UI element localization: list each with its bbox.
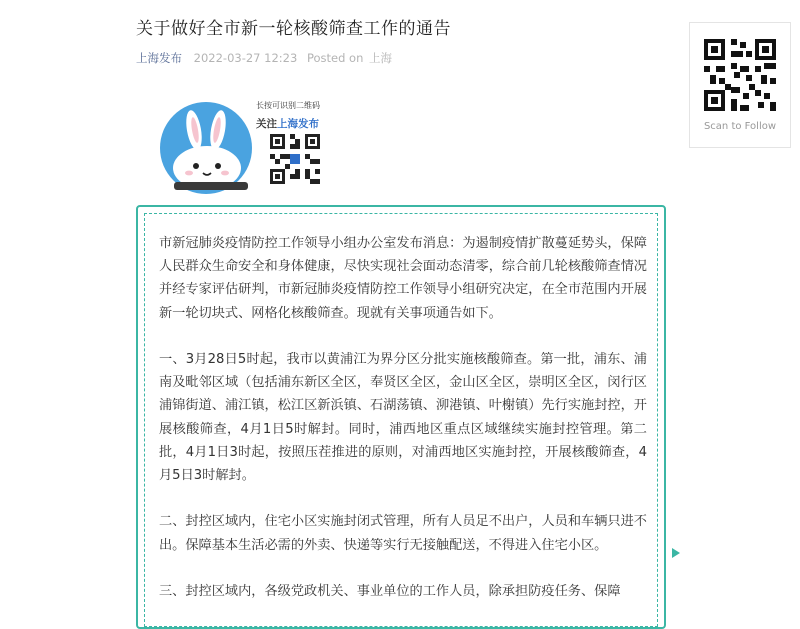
notice-body bbox=[159, 232, 647, 626]
rabbit-mascot-icon bbox=[160, 96, 256, 200]
scan-to-follow-label: Scan to Follow bbox=[703, 121, 777, 132]
scan-to-follow-box[interactable] bbox=[689, 22, 791, 148]
follow-banner[interactable] bbox=[160, 96, 336, 200]
account-link[interactable]: 上海发布 bbox=[136, 51, 182, 65]
banner-qr-code-icon bbox=[270, 134, 320, 184]
notice-paragraph: 二、封控区域内，住宅小区实施封闭式管理，所有人员足不出户，人员和车辆只进不出。保障基本生活必需的外卖、快递等实行无接触配送，不得进入住宅小区。 bbox=[159, 514, 647, 553]
notice-paragraph: 一、3月28日5时起，我市以黄浦江为界分区分批实施核酸筛查。第一批，浦东、浦南及毗邻区域（包括浦东新区全区，奉贤区全区，金山区全区，崇明区全区，闵行区浦锦街道、浦江镇，松江区新浜镇、石湖荡镇、泖港镇、叶榭镇）先行实施封控，开展核酸筛查，4月1日5时解封。同时，浦西地区重点区域继续实施封控管理。第二批，4月1日3时起，按照压茬推进的原则，对浦西地区实施封控，开展核酸筛查，4月5日3时解封。 bbox=[159, 352, 647, 484]
expand-arrow-icon bbox=[672, 548, 680, 558]
follow-account-text: 关注上海发布 bbox=[256, 118, 319, 130]
qr-code-icon bbox=[704, 39, 776, 111]
publish-location: 上海 bbox=[369, 51, 393, 65]
publish-date: 2022-03-27 12:23 bbox=[193, 51, 298, 65]
article-meta bbox=[136, 50, 392, 66]
notice-paragraph: 市新冠肺炎疫情防控工作领导小组办公室发布消息：为遏制疫情扩散蔓延势头，保障人民群众生命安全和身体健康，尽快实现社会面动态清零，综合前几轮核酸筛查情况并经专家评估研判，市新冠肺炎疫情防控工作领导小组研究决定，在全市范围内开展新一轮切块式、网格化核酸筛查。现就有关事项通告如下。 bbox=[159, 236, 647, 321]
posted-on-label: Posted on bbox=[306, 51, 364, 65]
article-title: 关于做好全市新一轮核酸筛查工作的通告 bbox=[136, 19, 451, 39]
qr-hint-text: 长按可识别二维码 bbox=[256, 101, 320, 110]
notice-inner-border bbox=[144, 213, 658, 627]
notice-paragraph: 三、封控区域内，各级党政机关、事业单位的工作人员，除承担防疫任务、保障 bbox=[159, 584, 621, 599]
notice-frame bbox=[136, 205, 666, 629]
